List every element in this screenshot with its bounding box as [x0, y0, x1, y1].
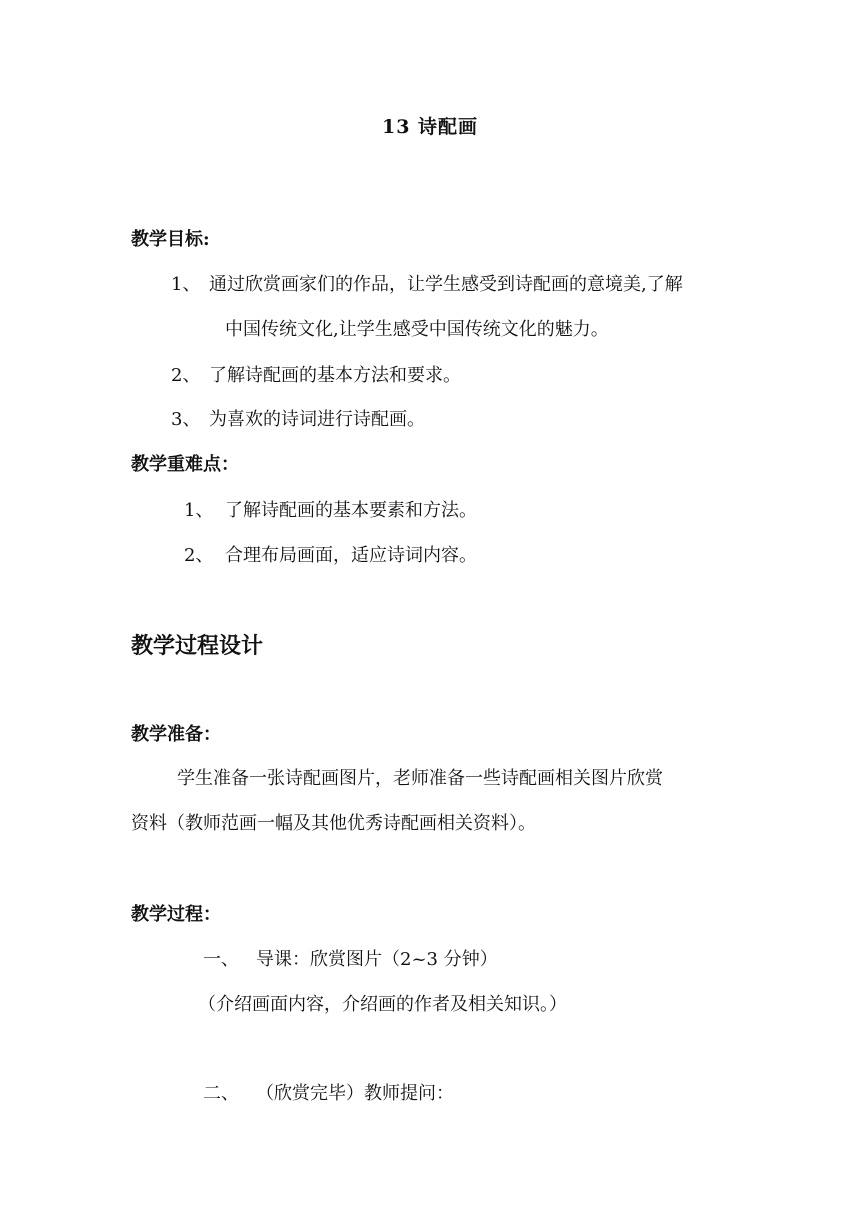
process-step-2-number: 二、: [203, 1083, 239, 1104]
process-step-1-note: （介绍画面内容，介绍画的作者及相关知识。）: [198, 994, 567, 1015]
preparation-heading: 教学准备：: [131, 724, 221, 745]
preparation-line-1: 学生准备一张诗配画图片，老师准备一些诗配画相关图片欣赏: [177, 768, 663, 789]
preparation-line-2: 资料（教师范画一幅及其他优秀诗配画相关资料）。: [131, 813, 536, 834]
objective-1-number: 1、: [171, 274, 201, 295]
objective-2-text: 了解诗配画的基本方法和要求。: [209, 365, 461, 386]
objective-1-continuation: 中国传统文化,让学生感受中国传统文化的魅力。: [225, 319, 609, 340]
key-point-2-text: 合理布局画面，适应诗词内容。: [225, 545, 477, 566]
process-step-1-number: 一、: [203, 949, 239, 970]
objective-1-text: 通过欣赏画家们的作品，让学生感受到诗配画的意境美,了解: [209, 274, 683, 295]
key-points-heading: 教学重难点：: [131, 454, 239, 475]
objectives-heading: 教学目标:: [131, 229, 210, 250]
process-step-2-text: （欣赏完毕）教师提问：: [256, 1083, 454, 1104]
objective-2-number: 2、: [171, 365, 201, 386]
document-title: 13 诗配画: [381, 116, 479, 138]
key-point-2-number: 2、: [184, 545, 214, 566]
process-heading: 教学过程：: [131, 904, 221, 925]
process-step-1-text: 导课：欣赏图片（2~3 分钟）: [256, 949, 498, 970]
key-point-1-number: 1、: [184, 500, 214, 521]
process-design-heading: 教学过程设计: [131, 633, 264, 659]
objective-3-text: 为喜欢的诗词进行诗配画。: [209, 409, 425, 430]
key-point-1-text: 了解诗配画的基本要素和方法。: [225, 500, 477, 521]
objective-3-number: 3、: [171, 409, 201, 430]
